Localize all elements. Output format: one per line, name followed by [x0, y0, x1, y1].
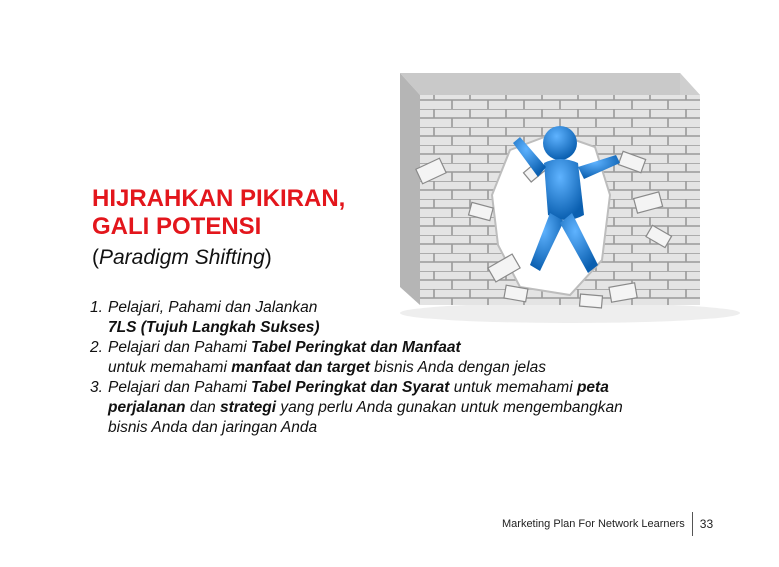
list-item-text: Pelajari dan Pahami [108, 379, 252, 396]
subtitle-open: ( [92, 246, 99, 269]
list-item-bold: manfaat dan target [231, 359, 370, 376]
list-item-bold: strategi [220, 399, 277, 416]
title-line-2: GALI POTENSI [92, 213, 262, 240]
list-item-text: untuk memahami [449, 379, 577, 396]
list-item-number: 2. [90, 339, 103, 356]
footer [502, 512, 713, 536]
list-item-text: Pelajari dan Pahami [108, 339, 252, 356]
list-item-number: 3. [90, 379, 103, 396]
list-item-bold: Tabel Peringkat dan Syarat [251, 379, 450, 396]
list-item-text: yang perlu Anda gunakan untuk mengembangkan [276, 399, 623, 416]
subtitle-close: ) [264, 246, 272, 269]
list-item-line: Pelajari, Pahami dan Jalankan [108, 299, 318, 316]
wall-breakthrough-illustration [380, 55, 740, 325]
steps-list [92, 298, 692, 438]
list-item-bold: perjalanan [108, 399, 186, 416]
list-item-bold: 7LS (Tujuh Langkah Sukses) [108, 319, 320, 336]
subtitle-italic: Paradigm Shifting [99, 246, 265, 269]
list-item-1 [92, 298, 692, 338]
footer-text: Marketing Plan For Network Learners [502, 518, 685, 530]
page-number: 33 [699, 517, 714, 531]
list-item-bold: peta [576, 379, 609, 396]
list-item-text: bisnis Anda dengan jelas [369, 359, 546, 376]
list-item-number: 1. [90, 299, 103, 316]
title-block [92, 185, 345, 271]
list-item-text: untuk memahami [108, 359, 232, 376]
list-item-3 [92, 378, 692, 438]
subtitle [92, 245, 345, 271]
list-item-text: dan [185, 399, 221, 416]
list-item-bold: Tabel Peringkat dan Manfaat [251, 339, 461, 356]
list-item-line: bisnis Anda dan jaringan Anda [108, 419, 318, 436]
title-line-1: HIJRAHKAN PIKIRAN, [92, 185, 346, 212]
list-item-2 [92, 338, 692, 378]
